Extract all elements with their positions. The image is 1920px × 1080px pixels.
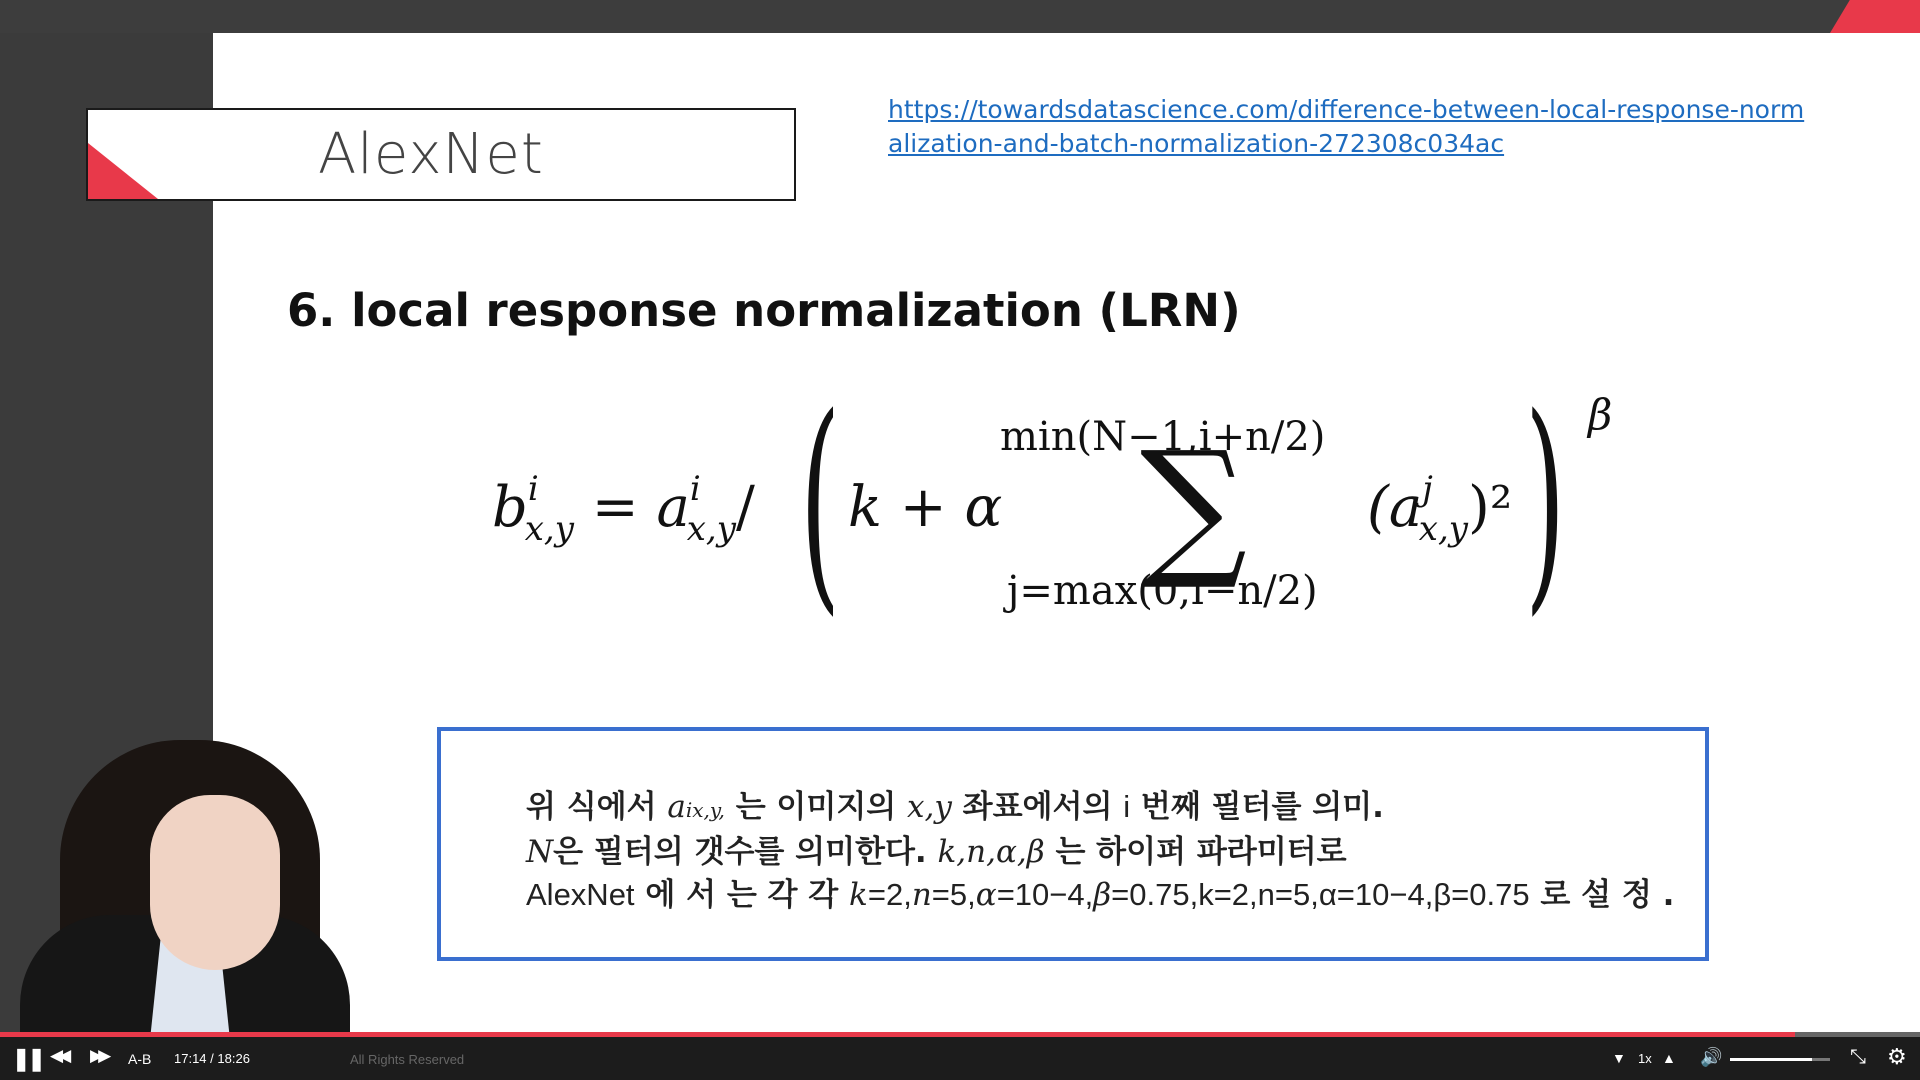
fast-forward-icon[interactable]: ▶▶ <box>90 1046 107 1065</box>
presenter-video <box>0 740 360 1040</box>
note-math-sub: ix,y, <box>685 798 725 822</box>
volume-slider[interactable] <box>1730 1058 1830 1061</box>
note-line-1 <box>526 781 1384 826</box>
note-text: =0.75,k=2,n=5,α=10−4,β=0.75 <box>1111 877 1530 912</box>
formula-b-sup: i <box>527 469 539 509</box>
formula-lower-limit: j=max(0,i−n/2) <box>1007 568 1318 614</box>
speed-up-icon[interactable]: ▲ <box>1662 1050 1676 1066</box>
formula-lhs <box>492 469 755 549</box>
formula-b: b <box>492 475 528 540</box>
formula-k-alpha: k + α <box>848 475 1003 540</box>
formula-sigma: ∑ <box>1140 420 1248 594</box>
ab-repeat-button[interactable]: A-B <box>128 1051 152 1067</box>
formula-beta: β <box>1588 390 1613 439</box>
note-text: 좌표에서의 <box>951 789 1124 825</box>
explanation-box <box>437 727 1709 961</box>
note-text: 는 하이퍼 파라미터로 <box>1044 834 1347 870</box>
fullscreen-exit-icon[interactable]: ⤡ <box>1850 1046 1866 1068</box>
duration: 18:26 <box>217 1051 250 1066</box>
title-accent-triangle <box>88 143 158 199</box>
playback-speed[interactable]: 1x <box>1638 1051 1652 1066</box>
note-math: a <box>667 789 686 825</box>
formula-a-sup: i <box>689 469 701 509</box>
slide-title-box <box>86 108 796 201</box>
note-text: =5, <box>931 877 976 912</box>
formula-term-sup: j <box>1422 469 1433 509</box>
gear-icon[interactable]: ⚙ <box>1887 1044 1907 1069</box>
formula-b-sub: x,y <box>524 509 574 549</box>
note-text: 는 이미지의 <box>724 789 908 825</box>
formula-term-sub: x,y <box>1418 509 1468 549</box>
note-line-2 <box>526 826 1347 871</box>
note-text: 위 식에서 <box>526 789 668 825</box>
formula-eq-a: = a <box>573 475 690 540</box>
copyright-text: All Rights Reserved <box>350 1052 465 1067</box>
note-text: 로 설 정 . <box>1529 877 1675 913</box>
note-math: k,n,α,β <box>937 834 1045 870</box>
note-text: =2, <box>867 877 912 912</box>
note-text: 은 필터의 갯수를 의미한다. <box>553 834 938 870</box>
section-heading: 6. local response normalization (LRN) <box>287 284 1241 337</box>
formula-term-a: (a <box>1367 475 1423 540</box>
formula-upper-limit: min(N−1,i+n/2) <box>1000 414 1326 460</box>
volume-icon[interactable]: 🔊 <box>1700 1047 1723 1067</box>
pause-icon[interactable]: ❚❚ <box>12 1046 43 1071</box>
reference-link[interactable]: https://towardsdatascience.com/difference-between-local-response-normalization-and-batch-normalization-272308c034ac <box>888 95 1805 158</box>
note-text: AlexNet <box>526 877 635 912</box>
rewind-icon[interactable]: ◀◀ <box>50 1046 67 1065</box>
player-controls <box>0 1037 1920 1080</box>
formula-a-sub: x,y <box>686 509 736 549</box>
presenter-face <box>150 795 280 970</box>
top-bar <box>0 0 1920 33</box>
formula-right-paren: ) <box>1525 369 1566 636</box>
volume-fill <box>1730 1058 1812 1061</box>
note-math: β <box>1093 877 1112 913</box>
slide-title: AlexNet <box>318 122 544 187</box>
note-text: 에 서 는 각 각 <box>634 877 850 913</box>
note-math: k <box>849 877 868 913</box>
lrn-formula <box>480 369 1640 640</box>
note-text: =10−4, <box>996 877 1094 912</box>
formula-left-paren: ( <box>800 369 841 636</box>
formula-slash: / <box>735 475 755 540</box>
note-math: α <box>975 877 997 913</box>
time-separator: / <box>210 1051 214 1066</box>
note-math: N <box>526 834 554 870</box>
note-text: 번째 필터를 의미. <box>1130 789 1384 825</box>
current-time: 17:14 <box>174 1051 207 1066</box>
formula-term <box>1367 469 1513 549</box>
note-math: n <box>911 877 932 913</box>
formula-term-end: )² <box>1467 475 1513 540</box>
speed-down-icon[interactable]: ▼ <box>1612 1050 1626 1066</box>
time-display <box>174 1051 250 1066</box>
note-text: i <box>1123 789 1131 824</box>
note-math: x,y <box>907 789 952 825</box>
note-line-3 <box>526 869 1674 914</box>
